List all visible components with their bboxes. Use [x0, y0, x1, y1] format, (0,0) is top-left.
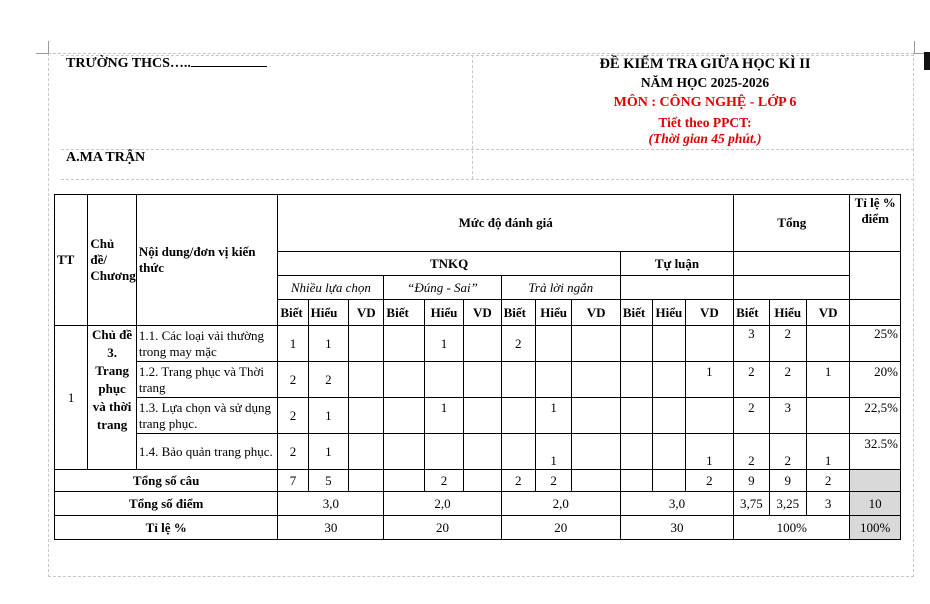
cell: [653, 434, 685, 470]
points-short: 2,0: [501, 492, 620, 516]
sum-ratio-blank: [850, 470, 901, 492]
cell: 2: [278, 434, 308, 470]
duration: (Thời gian 45 phút.): [648, 131, 762, 146]
header-essay-blank: [620, 276, 733, 300]
header-essay: Tự luận: [620, 252, 733, 276]
ratio-cell: 25%: [850, 326, 901, 362]
school-underline: [191, 66, 267, 67]
header-true-false: “Đúng - Sai”: [384, 276, 501, 300]
cell: 1: [685, 434, 734, 470]
cell: [620, 362, 652, 398]
level-ratio-blank: [850, 300, 901, 326]
cell: 2: [734, 362, 769, 398]
pct-tf: 20: [384, 516, 501, 540]
level-apply: VD: [572, 300, 621, 326]
section-title: A.MA TRẬN: [66, 150, 146, 165]
cell: [384, 434, 424, 470]
pct-essay: 30: [620, 516, 733, 540]
corner-mark-top-left: [36, 41, 49, 54]
cell: [535, 362, 571, 398]
pct-short: 20: [501, 516, 620, 540]
level-understand: Hiểu: [769, 300, 806, 326]
subject: MÔN : CÔNG NGHỆ - LỚP 6: [613, 95, 797, 110]
level-understand: Hiểu: [535, 300, 571, 326]
cell: [349, 326, 384, 362]
cell: 1: [308, 326, 348, 362]
cell: [572, 470, 621, 492]
header-multiple-choice: Nhiều lựa chọn: [278, 276, 384, 300]
points-apply: 3: [806, 492, 849, 516]
cell: 1: [806, 434, 849, 470]
cell: 2: [734, 434, 769, 470]
cell: [349, 434, 384, 470]
cell: [384, 326, 424, 362]
cell: 7: [278, 470, 308, 492]
ratio-cell: 20%: [850, 362, 901, 398]
cell: [464, 470, 501, 492]
cell: [349, 470, 384, 492]
points-tf: 2,0: [384, 492, 501, 516]
level-apply: VD: [464, 300, 501, 326]
cell: [349, 398, 384, 434]
cell: [685, 398, 734, 434]
cell: [384, 362, 424, 398]
points-essay: 3,0: [620, 492, 733, 516]
level-understand: Hiểu: [308, 300, 348, 326]
content-cell: 1.2. Trang phục và Thời trang: [136, 362, 277, 398]
cell: [384, 398, 424, 434]
cell: 1: [685, 362, 734, 398]
cell: 1: [535, 398, 571, 434]
cell: [464, 362, 501, 398]
cell: [424, 434, 463, 470]
cell: [572, 434, 621, 470]
sum-label: Tổng số câu: [55, 470, 278, 492]
header-short-answer: Trả lời ngắn: [501, 276, 620, 300]
school-year: NĂM HỌC 2025-2026: [640, 75, 770, 90]
cell: 2: [769, 362, 806, 398]
period: Tiết theo PPCT:: [658, 115, 752, 130]
cell: [464, 398, 501, 434]
points-mc: 3,0: [278, 492, 384, 516]
cell: [384, 470, 424, 492]
table-row: [55, 434, 901, 470]
cell: 2: [308, 362, 348, 398]
level-understand: Hiểu: [424, 300, 463, 326]
cell: [464, 434, 501, 470]
table-row: [55, 362, 901, 398]
cell: 2: [501, 470, 535, 492]
cell: 2: [685, 470, 734, 492]
cell: [464, 326, 501, 362]
cell: [572, 362, 621, 398]
cell: 9: [734, 470, 769, 492]
points-row: [55, 492, 901, 516]
content-cell: 1.4. Bảo quản trang phục.: [136, 434, 277, 470]
cell: [806, 398, 849, 434]
row-number: 1: [55, 326, 88, 470]
header-content: Nội dung/đơn vị kiến thức: [136, 195, 277, 326]
cell: [501, 398, 535, 434]
cell: [620, 326, 652, 362]
cell: 1: [535, 434, 571, 470]
header-chapter: Chủ đề/ Chương: [88, 195, 137, 326]
cell: 2: [278, 362, 308, 398]
level-know: Biết: [501, 300, 535, 326]
level-apply: VD: [806, 300, 849, 326]
level-know: Biết: [384, 300, 424, 326]
cell: 1: [278, 326, 308, 362]
content-cell: 1.3. Lựa chọn và sử dụng trang phục.: [136, 398, 277, 434]
cell: [620, 470, 652, 492]
cell: 2: [501, 326, 535, 362]
header-ratio-blank: [850, 252, 901, 300]
cell: [501, 434, 535, 470]
cell: [653, 326, 685, 362]
cell: [349, 362, 384, 398]
level-apply: VD: [349, 300, 384, 326]
cell: 2: [769, 434, 806, 470]
pct-mc: 30: [278, 516, 384, 540]
cell: 1: [308, 398, 348, 434]
cell: [653, 398, 685, 434]
chapter-cell: Chủ đề 3. Trang phục và thời trang: [88, 326, 137, 470]
points-know: 3,75: [734, 492, 769, 516]
header-total-blank-2: [734, 276, 850, 300]
cell: 1: [424, 398, 463, 434]
header-rule: [61, 149, 914, 150]
header-tt: TT: [55, 195, 88, 326]
sum-row: [55, 470, 901, 492]
header-divider: [472, 55, 473, 179]
table-row: [55, 326, 901, 362]
level-know: Biết: [278, 300, 308, 326]
level-understand: Hiểu: [653, 300, 685, 326]
cell: [572, 326, 621, 362]
pct-total: 100%: [734, 516, 850, 540]
exam-title: ĐỀ KIỂM TRA GIỮA HỌC KÌ II: [599, 56, 811, 72]
cell: [501, 362, 535, 398]
cell: [653, 470, 685, 492]
header-level: Mức độ đánh giá: [278, 195, 734, 252]
cell: [572, 398, 621, 434]
points-label: Tổng số điểm: [55, 492, 278, 516]
cell: 2: [278, 398, 308, 434]
cell: 3: [734, 326, 769, 362]
ratio-cell: 22,5%: [850, 398, 901, 434]
cell: 2: [806, 470, 849, 492]
school-name: TRƯỜNG THCS…..: [66, 56, 267, 72]
cell: [620, 398, 652, 434]
level-know: Biết: [734, 300, 769, 326]
points-total: 10: [850, 492, 901, 516]
cell: 9: [769, 470, 806, 492]
cell: 1: [806, 362, 849, 398]
cell: [653, 362, 685, 398]
cell: [685, 326, 734, 362]
cell: [424, 362, 463, 398]
header-tnkq: TNKQ: [278, 252, 621, 276]
header-bottom-rule: [61, 179, 914, 180]
cell: 2: [424, 470, 463, 492]
pct-label: Tỉ lệ %: [55, 516, 278, 540]
level-know: Biết: [620, 300, 652, 326]
cell: 1: [424, 326, 463, 362]
cell: 2: [535, 470, 571, 492]
cell: 5: [308, 470, 348, 492]
cell: 3: [769, 398, 806, 434]
cell: [806, 326, 849, 362]
pct-row: [55, 516, 901, 540]
pct-ratio: 100%: [850, 516, 901, 540]
table-row: [55, 398, 901, 434]
header-total: Tổng: [734, 195, 850, 252]
cell: [535, 326, 571, 362]
cell: 2: [734, 398, 769, 434]
cell: 1: [308, 434, 348, 470]
cell: 2: [769, 326, 806, 362]
assessment-matrix: [54, 194, 901, 540]
header-ratio: Tỉ lệ % điểm: [850, 195, 901, 252]
level-apply: VD: [685, 300, 734, 326]
points-understand: 3,25: [769, 492, 806, 516]
edge-mark: [924, 52, 930, 70]
cell: [620, 434, 652, 470]
header-total-blank: [734, 252, 850, 276]
content-cell: 1.1. Các loại vải thường trong may mặc: [136, 326, 277, 362]
ratio-cell: 32.5%: [850, 434, 901, 470]
